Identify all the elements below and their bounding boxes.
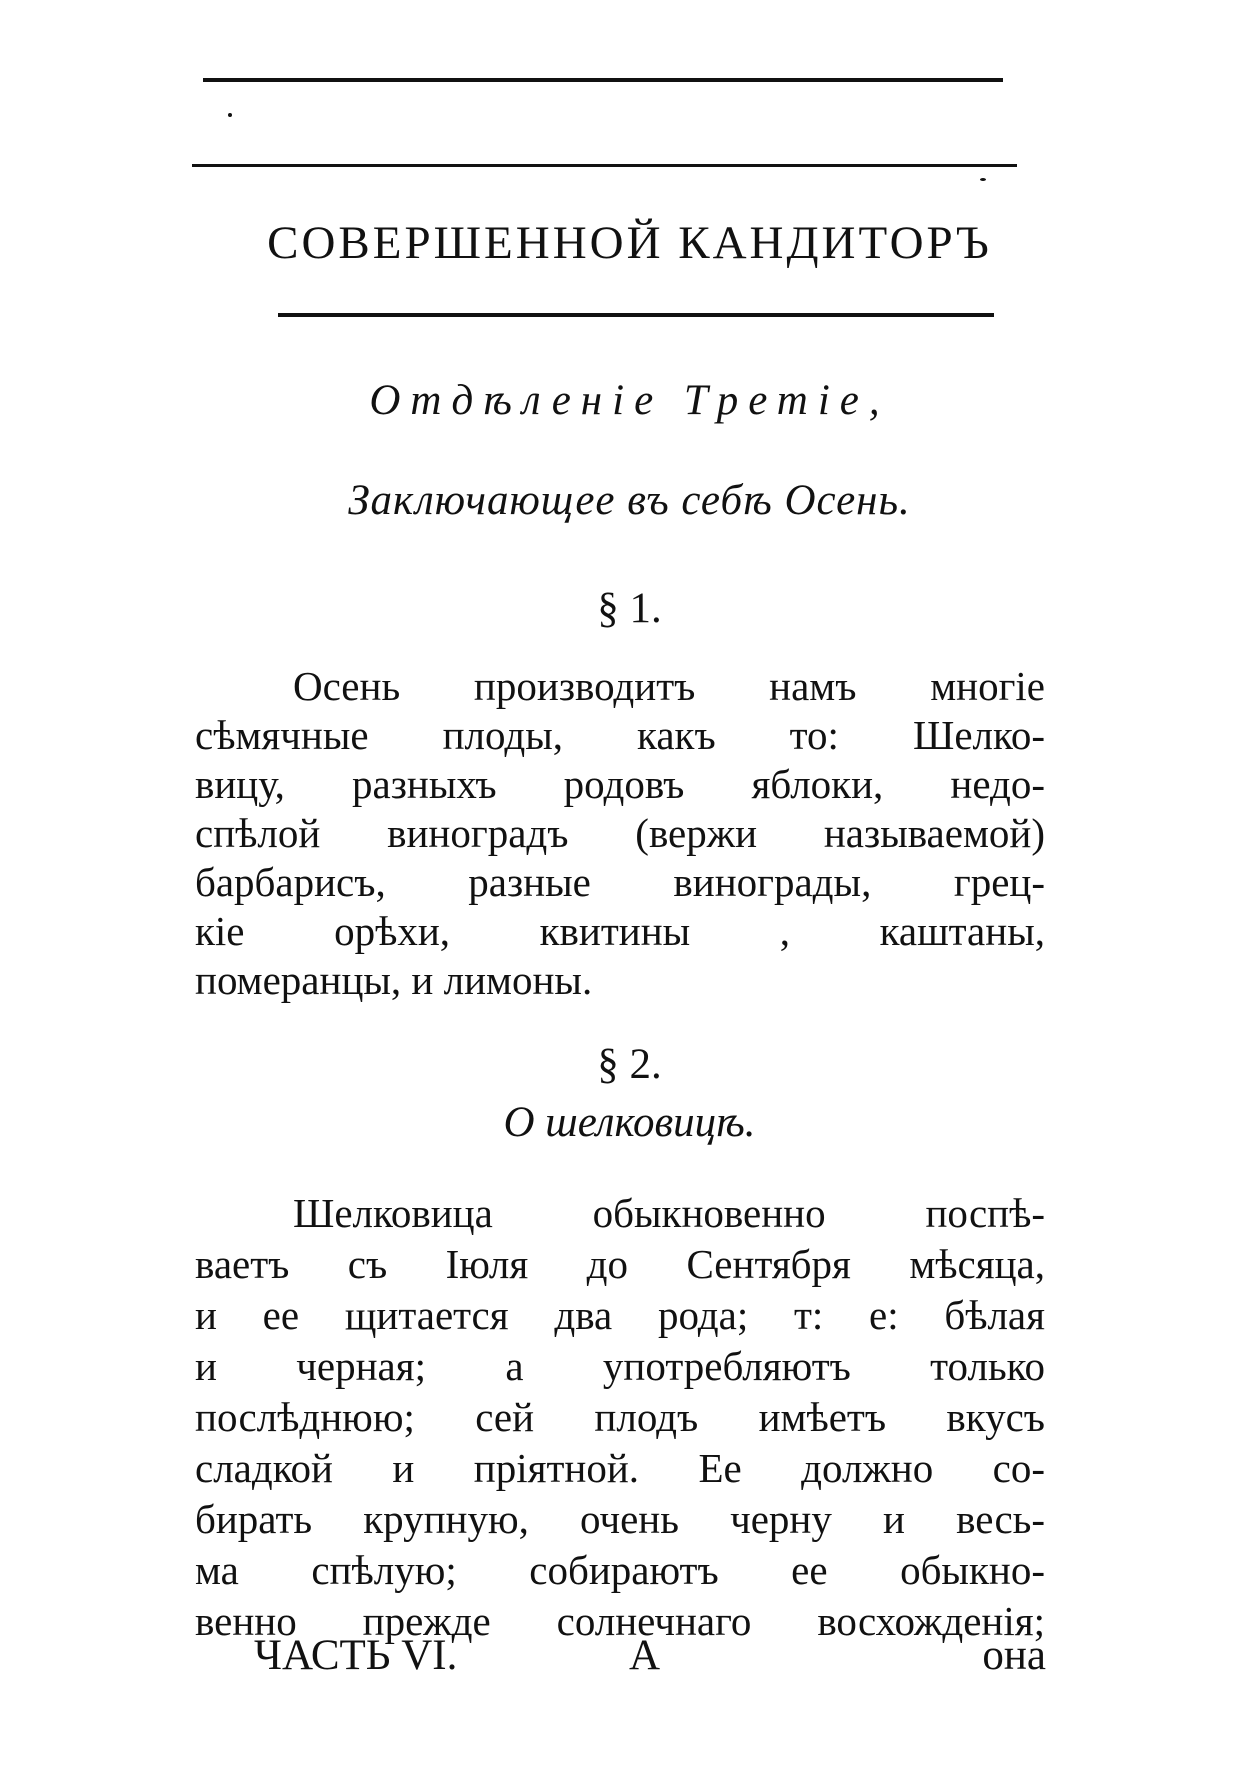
page-footer (254, 1631, 1046, 1687)
section-2-mark: § 2. (597, 1041, 662, 1088)
text-line: спѣлой виноградъ (вержи называемой) (195, 810, 1045, 856)
section-2-title: О шелковицѣ. (503, 1099, 756, 1146)
text-line: кіе орѣхи, квитины , каштаны, (195, 908, 1045, 954)
text-line: померанцы, и лимоны. (195, 957, 593, 1003)
section-1-mark: § 1. (597, 585, 662, 632)
catchword: она (982, 1632, 1046, 1679)
text-line: Шелковица обыкновенно поспѣ- (293, 1190, 1045, 1236)
text-line: венно прежде солнечнаго восхожденія; (195, 1598, 1045, 1644)
division-heading: Отдѣленіе Третіе, (369, 377, 890, 424)
text-line: и черная; а употребляютъ только (195, 1343, 1045, 1389)
text-line: вицу, разныхъ родовъ яблоки, недо- (195, 761, 1045, 807)
ink-speck (228, 113, 232, 117)
text-line: послѣднюю; сей плодъ имѣетъ вкусъ (195, 1394, 1045, 1440)
part-label: ЧАСТЬ VI. (254, 1632, 458, 1679)
signature-mark: А (629, 1632, 661, 1679)
text-line: Осень производитъ намъ многіе (293, 663, 1045, 709)
top-rule-thin (192, 164, 1017, 167)
book-title: СОВЕРШЕННОЙ КАНДИТОРЪ (267, 217, 992, 269)
text-line: ваетъ съ Іюля до Сентября мѣсяца, (195, 1241, 1045, 1287)
division-subtitle: Заключающее въ себѣ Осень. (348, 477, 911, 524)
text-line: сладкой и пріятной. Ее должно со- (195, 1445, 1045, 1491)
title-underline-rule (278, 313, 994, 317)
text-line: барбарисъ, разные винограды, грец- (195, 859, 1045, 905)
text-line: сѣмячные плоды, какъ то: Шелко- (195, 712, 1045, 758)
top-rule-thick (203, 78, 1003, 82)
text-line: ма спѣлую; собираютъ ее обыкно- (195, 1547, 1045, 1593)
text-line: бирать крупную, очень черну и весь- (195, 1496, 1045, 1542)
text-line: и ее щитается два рода; т: е: бѣлая (195, 1292, 1045, 1338)
ink-speck (980, 178, 986, 181)
